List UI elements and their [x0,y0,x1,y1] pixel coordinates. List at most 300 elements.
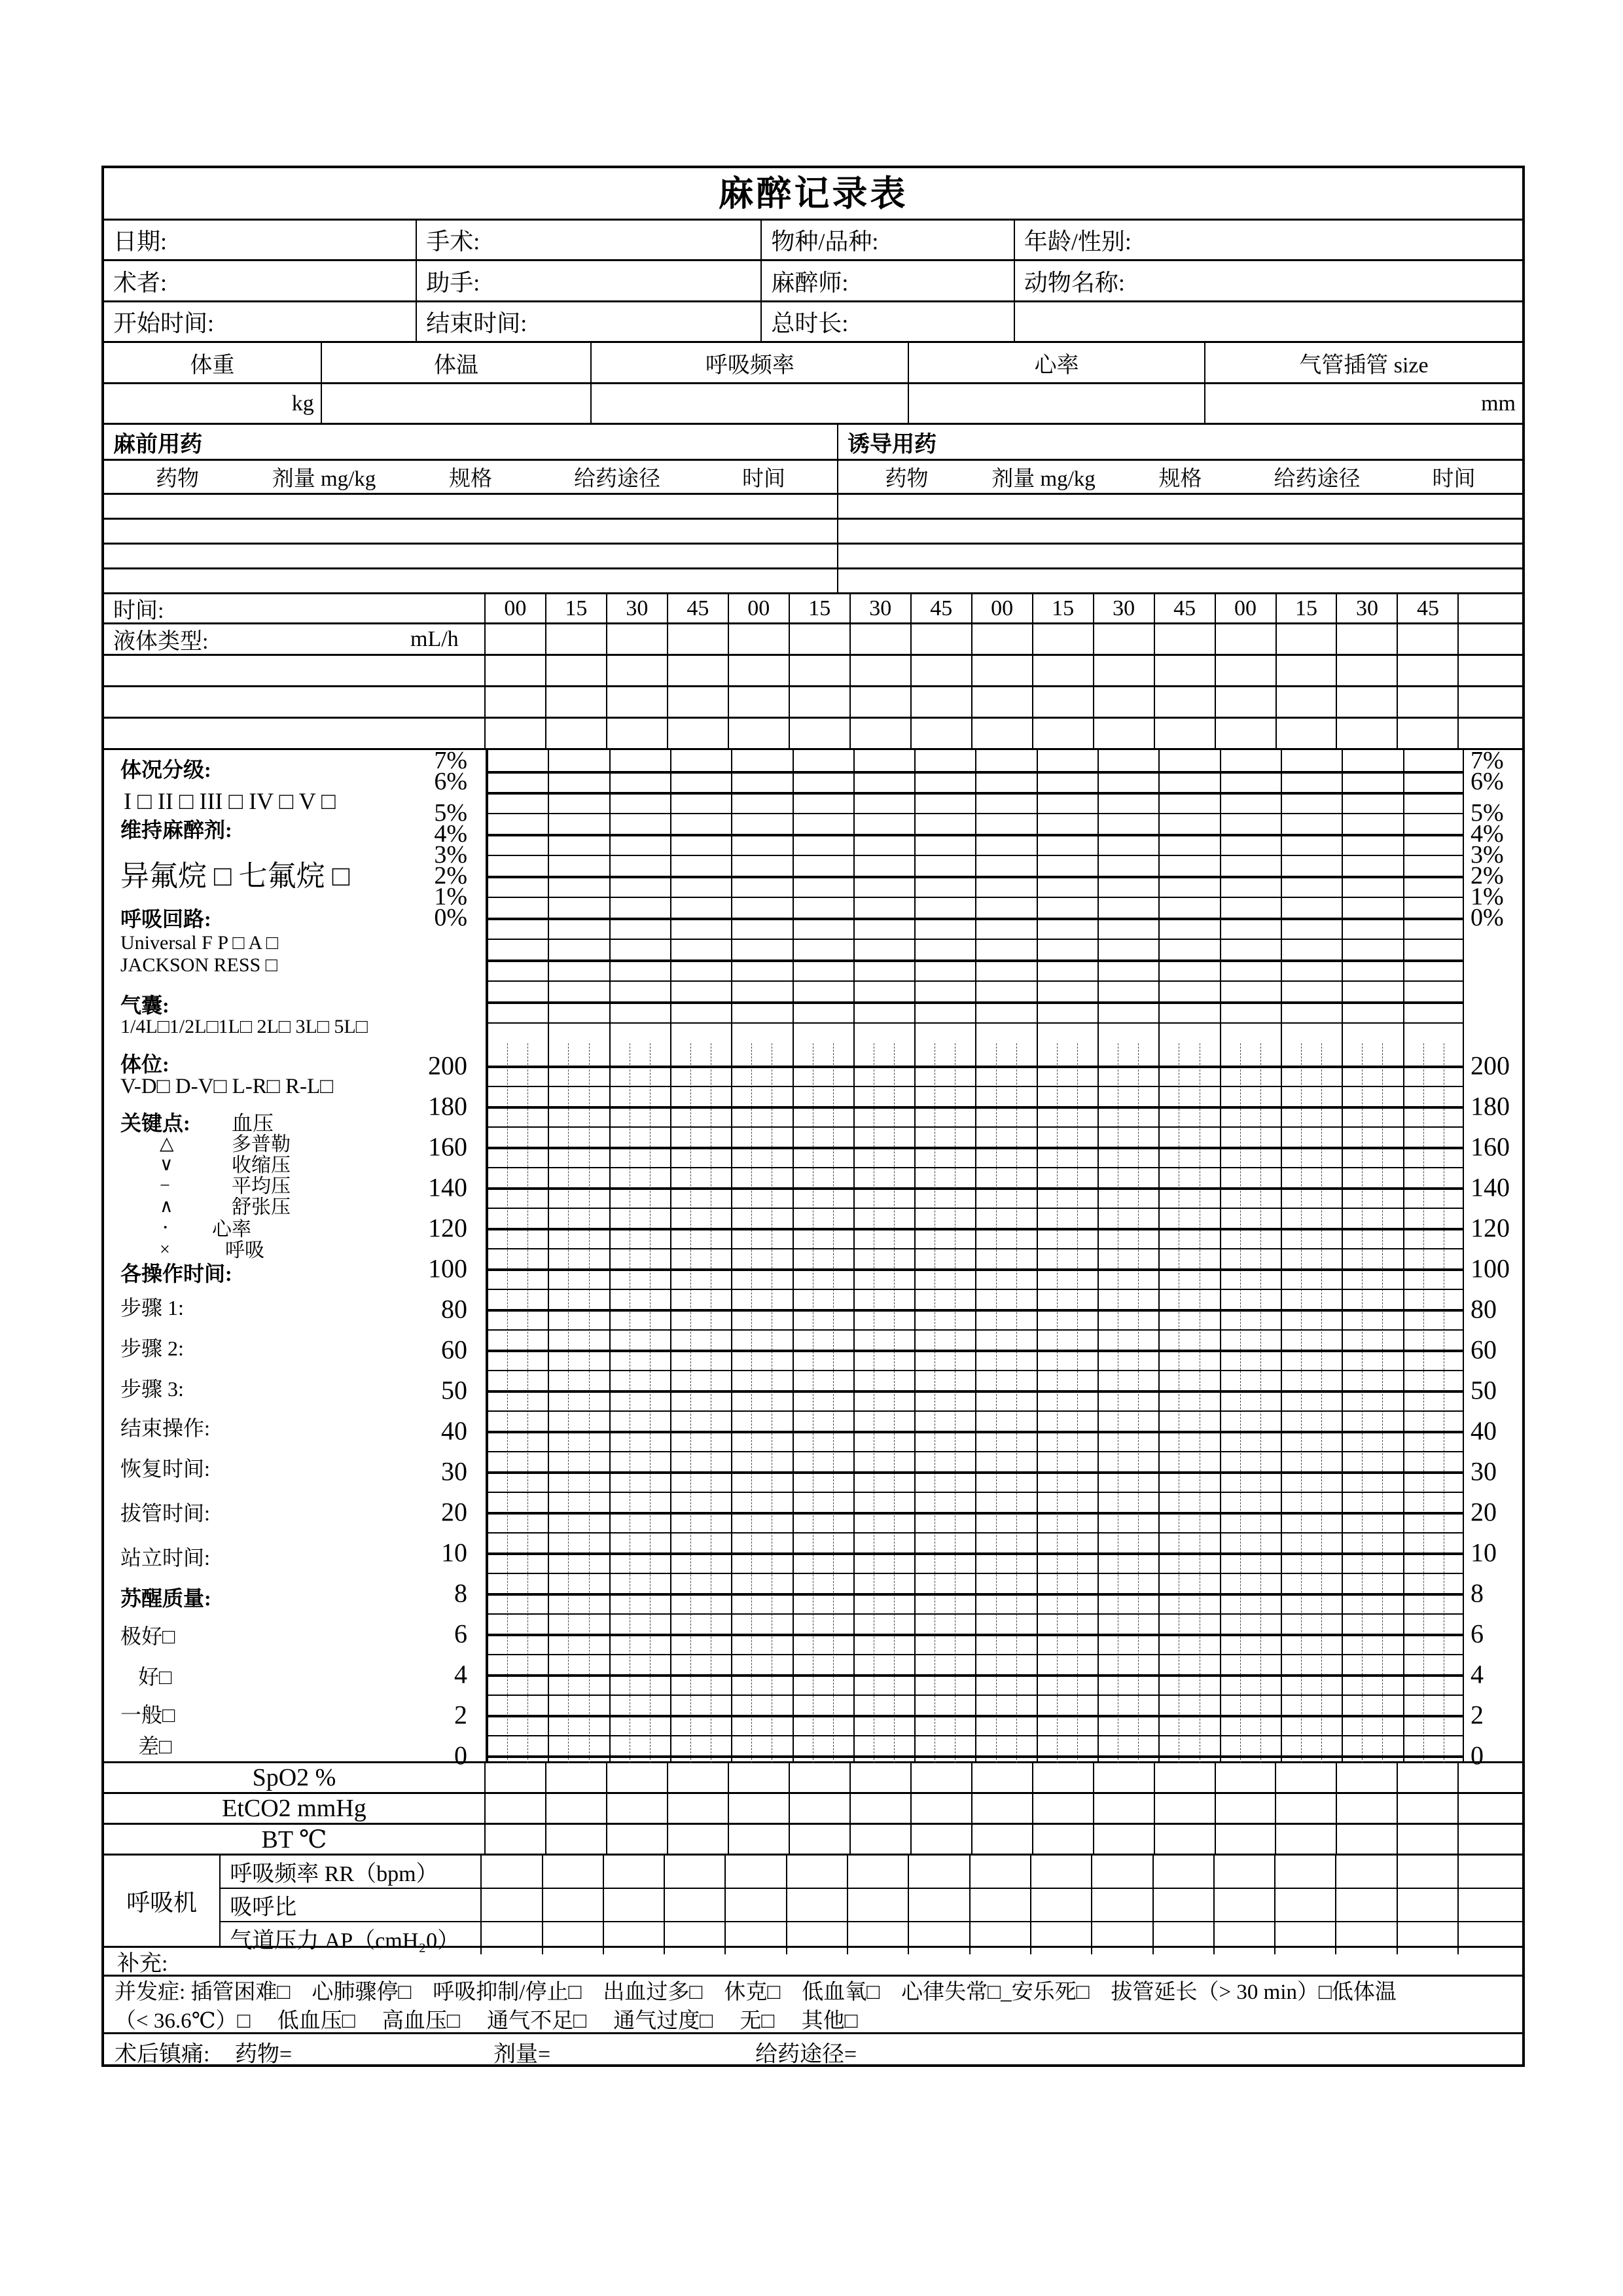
step3-label: 步骤 3: [120,1377,184,1401]
analgesia-dose-label: 剂量= [493,2042,551,2067]
recovery-quality-poor[interactable]: 差□ [138,1734,172,1758]
grid-cell [486,687,546,717]
ventilator-label: 呼吸机 [104,1856,221,1946]
header-field: 动物名称: [1024,269,1125,296]
grid-line [731,1043,732,1763]
medication-empty-row [104,569,1522,594]
time-tick-cell: 15 [1277,594,1338,622]
axis-label: 5% [1471,799,1504,827]
doppler-symbol: △ [160,1134,174,1154]
grid-cell [1337,719,1398,748]
grid-line [487,960,1464,962]
grid-cell [787,1889,848,1921]
doppler-label: 多普勒 [232,1134,291,1155]
grid-cell [546,687,607,717]
grid-cell [1277,624,1338,654]
grid-cell [1155,1794,1216,1823]
grid-dashed-line [1260,1043,1261,1763]
grid-cell [1276,1763,1337,1792]
axis-label: 0% [434,904,467,931]
axis-label: 120 [428,1213,467,1243]
grid-cell [972,656,1033,685]
grid-end-cell [1459,1889,1522,1921]
grid-line [487,1695,1464,1696]
end-operation-label: 结束操作: [120,1416,210,1440]
time-tick-cell: 30 [1094,594,1155,622]
grid-cell [1398,1889,1459,1921]
grid-cell [486,656,546,685]
grid-cell [1092,1889,1153,1921]
grid-cell [1398,1856,1459,1888]
axis-label: 80 [441,1294,467,1324]
grid-cell [912,1825,972,1854]
grid-cell [729,719,790,748]
grid-line [487,1471,1464,1474]
mean-pressure-symbol: − [160,1175,170,1196]
recovery-quality-excellent[interactable]: 极好□ [120,1624,175,1648]
grid-cell [972,687,1033,717]
grid-cell [790,1825,851,1854]
axis-label: 100 [1471,1253,1510,1283]
grid-line [487,1370,1464,1371]
percent-grid [487,750,1464,1043]
axis-label: 7% [1471,747,1504,774]
grid-cell [543,1889,604,1921]
analgesia-label: 术后镇痛: [115,2042,210,2067]
grid-dashed-line [833,1043,834,1763]
grid-line [487,771,1464,774]
header-field: 手术: [417,221,762,259]
axis-label: 120 [1471,1213,1510,1243]
axis-label: 200 [428,1050,467,1081]
grid-cell [1336,1856,1397,1888]
grid-dashed-line [1240,1043,1241,1763]
maintenance-agent-options[interactable]: 异氟烷 □ 七氟烷 □ [120,860,350,892]
diastolic-symbol: ∧ [160,1196,173,1217]
grid-cell [729,1763,790,1792]
grid-line [1037,1043,1038,1763]
grid-cell [546,624,607,654]
grid-cell [1215,1889,1275,1921]
axis-label: 40 [1471,1416,1497,1446]
recovery-quality-label: 苏醒质量: [120,1587,211,1610]
grid-line [487,980,1464,982]
grid-cell [668,1763,729,1792]
grid-line [487,855,1464,856]
grid-cell [1155,1763,1216,1792]
grid-cell [1154,1856,1215,1888]
grid-cell [971,1889,1031,1921]
vitals-header: 呼吸频率 [592,343,909,382]
grid-line [487,1208,1464,1209]
grid-cell [790,719,851,748]
grid-cell [790,1763,851,1792]
grid-cell [1094,1763,1155,1792]
airbag-label: 气囊: [120,994,169,1017]
grid-line [548,1043,549,1763]
complications-row[interactable] [104,1977,1522,2034]
grid-line [487,1512,1464,1515]
analgesia-row [104,2034,1522,2070]
header-field: 总时长: [762,302,1015,341]
grid-cell [1031,1856,1092,1888]
grid-dashed-line [1057,1043,1058,1763]
breathing-circuit-jackson[interactable]: JACKSON RESS □ [120,954,277,976]
breathing-circuit-label: 呼吸回路: [120,907,211,931]
axis-label: 200 [1471,1050,1510,1081]
medication-empty-row [104,545,1522,569]
grid-cell [972,1825,1033,1854]
grid-cell [729,687,790,717]
grid-cell [668,656,729,685]
grid-cell [1398,1763,1459,1792]
grid-cell [1031,1889,1092,1921]
medication-divider [837,569,838,592]
medication-column-header: 规格 [1158,467,1202,491]
vitals-unit [592,384,909,423]
grid-cell [1094,656,1155,685]
axis-label: 1% [1471,883,1504,910]
grid-end-cell [1459,1856,1522,1888]
standing-time-label: 站立时间: [120,1546,210,1570]
axis-label: 140 [1471,1172,1510,1202]
time-tick-cell: 00 [729,594,790,622]
grid-cell [1277,719,1338,748]
grid-cell [972,624,1033,654]
axis-label: 4 [1471,1659,1484,1689]
grid-dashed-line [650,1043,651,1763]
grid-line [487,1390,1464,1393]
time-tick-cell: 45 [1398,594,1459,622]
time-tick-cell: 15 [1033,594,1094,622]
grid-cell [1033,719,1094,748]
axis-label: 6 [454,1619,467,1649]
grid-line [487,1755,1464,1758]
bt-row [104,1825,1522,1856]
grid-line [793,1043,794,1763]
grid-cell [912,1794,972,1823]
grid-cell [546,1794,607,1823]
grid-line [487,1001,1464,1004]
grid-dashed-line [751,1043,752,1763]
grid-cell [486,1763,546,1792]
spo2-label: SpO2 % [104,1763,486,1792]
grid-cell [1216,1794,1277,1823]
key-points-label: 关键点: [120,1111,190,1135]
fluid-empty-row [104,656,1522,687]
grid-cell [607,1794,668,1823]
grid-cell [790,1794,851,1823]
grid-end-cell [1459,719,1522,748]
complications-line1[interactable]: 并发症: 插管困难□ 心肺骤停□ 呼吸抑制/停止□ 出血过多□ 休克□ 低血氧□ 心律失常□_安乐死□ 拔管延长（> 30 min）□低体温 [115,1981,1397,2004]
fluid-unit-text: mL/h [410,626,459,651]
ventilator-row-label: 吸呼比 [221,1889,482,1921]
grid-cell [909,1856,970,1888]
grid-cell [1398,1794,1459,1823]
airbag-options[interactable]: 1/4L□1/2L□1L□ 2L□ 3L□ 5L□ [120,1016,368,1037]
grid-dashed-line [1077,1043,1078,1763]
grid-cell [1216,687,1277,717]
chart-right-scale [1459,747,1522,1770]
grid-cell [486,1825,546,1854]
anesthesia-record-form [101,166,1525,2067]
grid-line [487,1573,1464,1574]
grid-line [487,1492,1464,1493]
grid-cell [1033,624,1094,654]
axis-label: 3% [1471,841,1504,869]
grid-dashed-line [568,1043,569,1763]
grid-line [487,792,1464,795]
grid-dashed-line [690,1043,691,1763]
grid-line [487,1654,1464,1655]
axis-label: 6% [434,768,467,795]
grid-cell [607,719,668,748]
grid-dashed-line [589,1043,590,1763]
grid-dashed-line [996,1043,997,1763]
time-tick-cell: 45 [668,594,729,622]
grid-line [487,1613,1464,1615]
grid-cell [486,624,546,654]
axis-label: 50 [441,1375,467,1405]
grid-cell [1094,1794,1155,1823]
grid-line [487,1451,1464,1452]
bt-label: BT ℃ [104,1825,486,1854]
grid-line [914,1043,916,1763]
grid-line [609,1043,611,1763]
grid-cell [668,687,729,717]
vitals-header: 体重 [104,343,322,382]
axis-label: 50 [1471,1375,1497,1405]
grid-end-cell [1459,1825,1522,1854]
grid-cell [1398,624,1459,654]
grid-line [1158,1043,1160,1763]
grid-line [487,1329,1464,1331]
medication-divider [837,545,838,567]
axis-label: 6 [1471,1619,1484,1649]
grid-cell [1155,687,1216,717]
grid-cell [668,1825,729,1854]
vitals-grid [487,1043,1464,1763]
axis-label: 0% [1471,904,1504,931]
time-tick-cell: 15 [546,594,607,622]
grid-line [487,1167,1464,1168]
axis-label: 4 [454,1659,467,1689]
axis-label: 4% [1471,820,1504,848]
vitals-unit [909,384,1205,423]
axis-label: 60 [1471,1335,1497,1365]
grid-end-cell [1459,1763,1522,1792]
axis-label: 60 [441,1335,467,1365]
ventilator-row [221,1889,1522,1922]
grid-cell [1155,624,1216,654]
grid-dashed-line [894,1043,895,1763]
header-row-3 [104,302,1522,343]
axis-label: 20 [1471,1497,1497,1527]
axis-label: 30 [1471,1456,1497,1486]
grid-end-cell [1459,687,1522,717]
analgesia-drug-label: 药物= [235,2042,293,2067]
operation-times-label: 各操作时间: [120,1262,232,1285]
grid-dashed-line [527,1043,528,1763]
supplement-row [104,1948,1522,1977]
induction-section-title: 诱导用药 [847,432,936,457]
axis-label: 3% [434,841,467,869]
medication-empty-row [104,520,1522,545]
header-row-2 [104,261,1522,302]
grid-cell [851,1763,912,1792]
vitals-unit: mm [1481,391,1516,416]
grid-cell [971,1856,1031,1888]
axis-label: 160 [1471,1132,1510,1162]
axis-label: 2 [1471,1700,1484,1730]
asa-grade-options[interactable]: I □ II □ III □ IV □ V □ [124,788,336,814]
grid-line [1097,1043,1099,1763]
grid-cell [729,1794,790,1823]
axis-label: 10 [1471,1537,1497,1568]
vitals-value-row [104,384,1522,425]
grid-cell [665,1889,726,1921]
recovery-quality-fair[interactable]: 一般□ [120,1703,175,1727]
grid-dashed-line [1423,1043,1424,1763]
grid-cell [729,1825,790,1854]
grid-line [487,1289,1464,1290]
grid-cell [1033,1763,1094,1792]
step1-label: 步骤 1: [120,1296,184,1319]
grid-line [487,1532,1464,1534]
grid-cell [972,1763,1033,1792]
grid-cell [546,1763,607,1792]
grid-cell [1094,624,1155,654]
grid-cell [1216,624,1277,654]
axis-label: 40 [441,1416,467,1446]
grid-line [487,1066,1464,1068]
header-field: 年龄/性别: [1024,228,1132,255]
grid-cell [1277,687,1338,717]
grid-cell [912,1763,972,1792]
medication-column-header: 药物 [885,467,929,491]
axis-label: 4% [434,820,467,848]
grid-line [487,1431,1464,1433]
vitals-header: 气管插管 size [1299,353,1429,378]
axis-label: 7% [434,747,467,774]
axis-label: 100 [428,1253,467,1283]
heart-rate-label: 心率 [212,1219,251,1240]
vitals-header-row [104,343,1522,384]
medication-column-header: 剂量 mg/kg [991,467,1096,491]
grid-line [487,1086,1464,1087]
grid-cell [851,1825,912,1854]
grid-line [487,939,1464,940]
grid-line [975,1043,976,1763]
grid-cell [1033,687,1094,717]
position-label: 体位: [120,1052,169,1076]
grid-cell [546,1825,607,1854]
header-field: 开始时间: [104,302,417,341]
axis-label: 10 [441,1537,467,1568]
grid-line [487,1268,1464,1271]
grid-line [1281,1043,1282,1763]
grid-cell [482,1856,543,1888]
grid-cell [604,1856,665,1888]
grid-line [487,1552,1464,1555]
grid-line [1220,1043,1221,1763]
grid-cell [1277,656,1338,685]
position-options[interactable]: V-D□ D-V□ L-R□ R-L□ [120,1075,334,1098]
grid-dashed-line [507,1043,508,1763]
complications-line2[interactable]: （< 36.6℃）□ 低血压□ 高血压□ 通气不足□ 通气过度□ 无□ 其他□ [115,2009,858,2033]
axis-label: 8 [1471,1578,1484,1608]
medication-divider [837,520,838,543]
grid-line [487,1043,488,1763]
grid-dashed-line [1138,1043,1139,1763]
grid-dashed-line [1016,1043,1017,1763]
time-tick-cell: 30 [607,594,668,622]
grid-cell [1216,1763,1277,1792]
medication-column-header: 剂量 mg/kg [272,467,376,491]
grid-cell [1094,687,1155,717]
grid-line [487,1715,1464,1717]
time-tick-cell: 15 [790,594,851,622]
grid-cell [726,1856,787,1888]
grid-cell [668,624,729,654]
axis-label: 140 [428,1172,467,1202]
diastolic-label: 舒张压 [232,1196,291,1218]
grid-cell [851,719,912,748]
ventilator-row-label: 气道压力 AP（cmH₂0） [221,1922,482,1954]
empty-row-label [104,687,486,717]
medication-column-header: 时间 [1432,467,1476,491]
axis-label: 0 [1471,1740,1484,1770]
grid-cell [1092,1856,1153,1888]
grid-line [487,834,1464,836]
grid-line [670,1043,671,1763]
time-tick-cell: 45 [912,594,972,622]
grid-cell [604,1889,665,1921]
axis-label: 8 [454,1578,467,1608]
grid-line [487,918,1464,920]
recovery-quality-good[interactable]: 好□ [138,1665,172,1689]
vitals-unit [322,384,592,423]
medication-column-header: 药物 [156,467,199,491]
title-row [104,168,1522,221]
grid-cell [972,719,1033,748]
vitals-unit: kg [104,384,322,423]
grid-cell [729,656,790,685]
axis-label: 2 [454,1700,467,1730]
grid-cell [1155,1825,1216,1854]
grid-cell [848,1889,909,1921]
breathing-circuit-universal[interactable]: Universal F P □ A □ [120,932,278,954]
grid-cell [1215,1856,1275,1888]
axis-label: 2% [1471,862,1504,889]
grid-cell [546,719,607,748]
axis-label: 0 [454,1740,467,1770]
medication-divider [837,495,838,518]
axis-label: 20 [441,1497,467,1527]
grid-cell [1094,719,1155,748]
grid-cell [1336,1889,1397,1921]
grid-line [487,1309,1464,1312]
grid-cell [1275,1856,1336,1888]
grid-line [487,1735,1464,1736]
grid-line [487,1674,1464,1677]
systolic-symbol: ∨ [160,1155,173,1175]
medication-section-row [104,425,1522,461]
grid-end-cell [1459,1794,1522,1823]
grid-line [1403,1043,1404,1763]
blood-pressure-label: 血压 [232,1111,274,1135]
time-tick-cell: 00 [1216,594,1277,622]
